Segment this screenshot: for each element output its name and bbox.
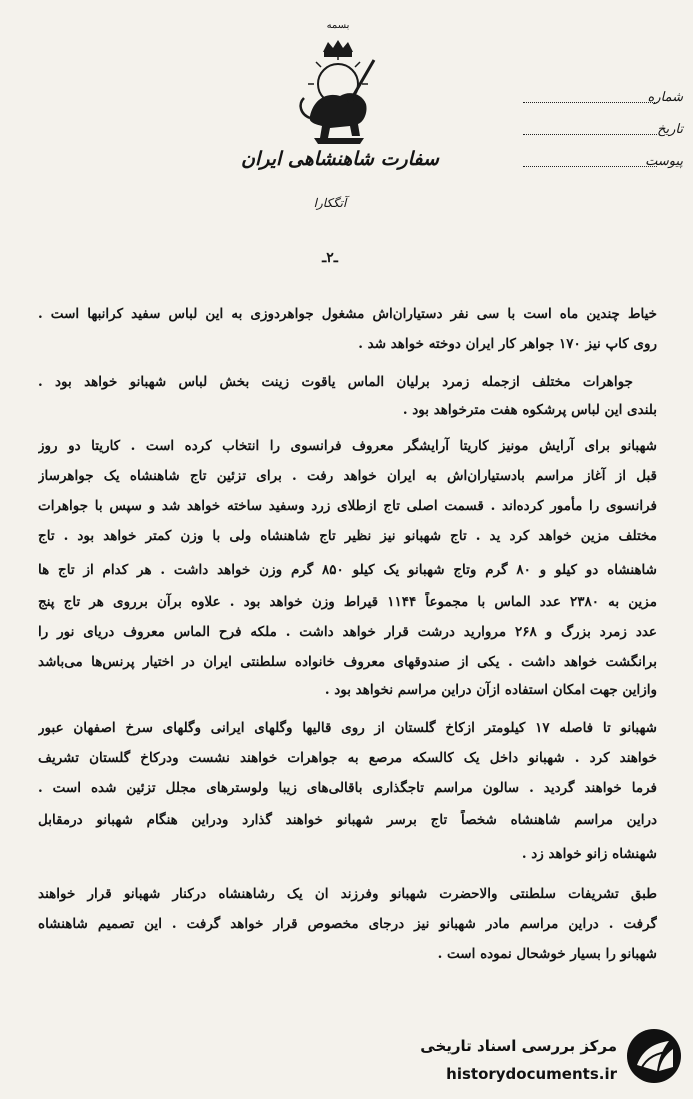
history-documents-logo	[393, 1023, 683, 1093]
body-line: فرما خواهند گردید . سالون مراسم تاجگذاری باقالی‌های زیبا ولوسترهای مجلل تزئین شده است .	[38, 780, 657, 796]
ref-attachment-dots	[523, 166, 657, 167]
bism-heading: بسمه	[326, 20, 350, 31]
ref-date-label: تاریخ	[657, 122, 683, 137]
body-line: دراین مراسم شاهنشاه شخصاً تاج برسر شهبانو خواهند گذارد ودراین هنگام شهبانو درمقابل	[38, 812, 657, 828]
book-icon	[625, 1027, 683, 1085]
ref-date-dots	[523, 134, 657, 135]
lion-and-sun-emblem	[288, 38, 388, 146]
body-line: جواهرات مختلف ازجمله زمرد برلیان الماس یاقوت زینت بخش لباس شهبانو خواهد بود .	[38, 374, 633, 390]
body-line: خواهند کرد . شهبانو داخل یک کالسکه مرصع به جواهرات خواهند نشست ودرکاخ گلستان تشریف	[38, 750, 657, 766]
body-line: شهبانو تا فاصله ۱۷ کیلومتر ازکاخ گلستان از روی قالیها وگلهای ایرانی وگلهای سرخ اصفهان عبور	[38, 720, 657, 736]
ref-number-field	[523, 90, 683, 112]
ref-attachment-field	[523, 154, 683, 176]
body-line: شهنشاه زانو خواهد زد .	[521, 846, 657, 862]
center-name-fa: مرکز بررسی اسناد تاریخی	[420, 1037, 617, 1055]
body-line: قبل از آغاز مراسم بادستیاران‌اش به ایران خواهد رفت . برای تزئین تاج شاهنشاه یک جواهرساز	[38, 468, 657, 484]
site-url: historydocuments.ir	[446, 1065, 617, 1083]
ref-attachment-label: پیوست	[645, 154, 683, 169]
body-line: فرانسوی را مأمور کرده‌اند . قسمت اصلی تاج ازطلای زرد وسفید ساخته خواهد شد و سپس با جواهرات	[38, 498, 657, 514]
body-line: گرفت . دراین مراسم مادر شهبانو نیز درجای مخصوص قرار خواهد گرفت . این تصمیم شاهنشاه	[38, 916, 657, 932]
department-label: آتگکارا	[313, 196, 347, 210]
body-line: مزین به ۲۳۸۰ عدد الماس با مجموعاً ۱۱۴۴ قیراط وزن خواهد بود . علاوه برآن برروی هر تاج پنج	[38, 594, 657, 610]
body-line: طبق تشریفات سلطنتی والاحضرت شهبانو وفرزند ان یک رشاهنشاه درکنار شهبانو قرار خواهند	[38, 886, 657, 902]
body-line: خیاط چندین ماه است با سی نفر دستیاران‌اش مشغول جواهردوزی به این لباس سفید کرانبها است .	[38, 306, 657, 322]
embassy-title: سفارت شاهنشاهی ایران	[241, 148, 439, 170]
body-line: بلندی این لباس پرشکوه هفت مترخواهد بود .	[402, 402, 657, 418]
body-line: عدد زمرد بزرگ و ۲۶۸ مروارید درشت قرار خواهد داشت . ملکه فرح الماس معروف دریای نور را	[38, 624, 657, 640]
body-line: شهبانو را بسیار خوشحال نموده است .	[437, 946, 657, 962]
body-line: مختلف مزین خواهد کرد ید . تاج شهبانو نیز نظیر تاج شاهنشاه ولی با وزن کمتر خواهد بود . تاج	[38, 528, 657, 544]
ref-date-field	[523, 122, 683, 144]
body-line: وازاین جهت امکان استفاده ازآن دراین مراسم نخواهد بود .	[324, 682, 657, 698]
ref-number-dots	[523, 102, 657, 103]
body-line: برانگشت خواهد داشت . یکی از صندوقهای معروف خانواده سلطنتی ایران در اختیار پرنس‌ها می‌باشد	[38, 654, 657, 670]
body-line: روی کاپ نیز ۱۷۰ جواهر کار ایران دوخته خواهد شد .	[358, 336, 657, 352]
body-line: شاهنشاه دو کیلو و ۸۰ گرم وتاج شهبانو یک کیلو ۸۵۰ گرم وزن خواهد داشت . هر کدام از تاج ها	[38, 562, 657, 578]
page-number: ـ۲ـ	[322, 250, 338, 266]
ref-number-label: شماره	[647, 90, 683, 105]
body-line: شهبانو برای آرایش مونیز کاریتا آرایشگر معروف فرانسوی را انتخاب کرده است . کاریتا دو روز	[38, 438, 657, 454]
